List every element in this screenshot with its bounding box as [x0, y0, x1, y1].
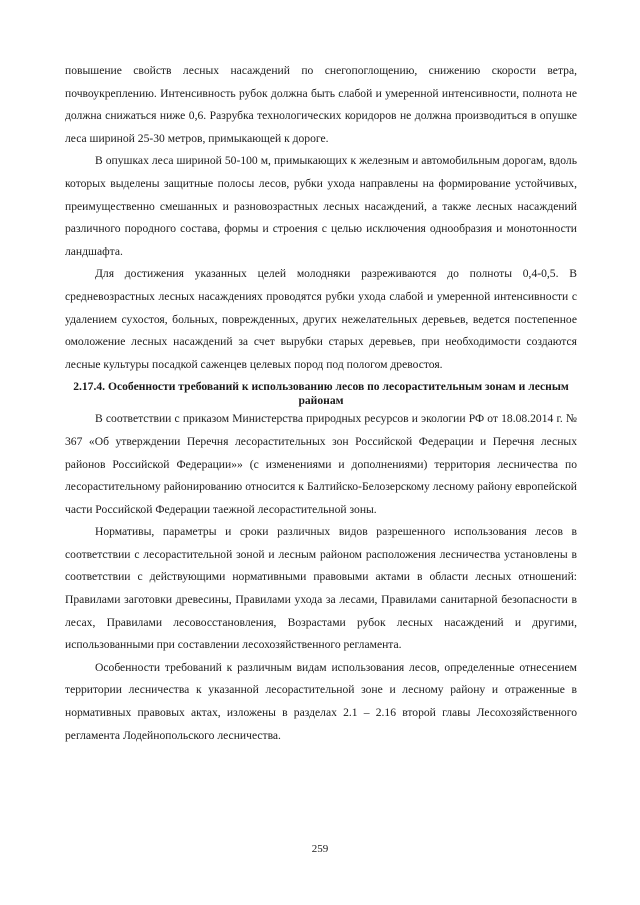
paragraph-thinning-goals: Для достижения указанных целей молодняки разреживаются до полноты 0,4-0,5. В средневозрастных лесных насаждениях проводятся рубки ухода слабой и умеренной интенсивности с удалением сухостоя, больных, поврежденных, других нежелательных деревьев, ведется постепенное омоложение лесных насаждений за счет вырубки старых деревьев, при необходимости создаются лесные культуры посадкой саженцев целевых пород под пологом древостоя. [65, 267, 577, 371]
document-page [65, 60, 577, 747]
paragraph-forest-zone: В соответствии с приказом Министерства природных ресурсов и экологии РФ от 18.08.2014 г. № 367 «Об утверждении Перечня лесорастительных зон Российской Федерации и Перечня лесных районов Российской Федерации»» (с изменениями и дополнениями) территория лесничества по лесорастительному районированию относится к Балтийско-Белозерскому лесному району европейской части Российской Федерации таежной лесорастительной зоны. [65, 412, 577, 516]
page-number: 259 [311, 843, 329, 855]
paragraph-roadside-edges: В опушках леса шириной 50-100 м, примыкающих к железным и автомобильным дорогам, вдоль которых выделены защитные полосы лесов, рубки ухода направлены на формирование устойчивых, преимущественно смешанных и разновозрастных лесных насаждений, а также лесных насаждений различного породного состава, формы и строения с целью исключения однообразия и монотонности ландшафта. [65, 154, 577, 258]
paragraph-continuation: повышение свойств лесных насаждений по снегопоглощению, снижению скорости ветра, почвоукреплению. Интенсивность рубок должна быть слабой и умеренной интенсивности, полнота не должна снижаться ниже 0,6. Разрубка технологических коридоров не должна производиться в опушке леса шириной 25-30 метров, примыкающей к дороге. [65, 64, 577, 145]
paragraph-norms: Нормативы, параметры и сроки различных видов разрешенного использования лесов в соответствии с лесорастительной зоной и лесным районом расположения лесничества установлены в соответствии с действующими нормативными правовыми актами в области лесных отношений: Правилами заготовки древесины, Правилами ухода за лесами, Правилами санитарной безопасности в лесах, Правилами лесовосстановления, Возрастами рубок лесных насаждений и другими, использованными при составлении лесохозяйственного регламента. [65, 525, 577, 652]
section-heading: 2.17.4. Особенности требований к использованию лесов по лесорастительным зонам и лесным районам [73, 380, 569, 408]
paragraph-requirements: Особенности требований к различным видам использования лесов, определенные отнесением территории лесничества к указанной лесорастительной зоне и лесному району и отраженные в нормативных правовых актах, изложены в разделах 2.1 – 2.16 второй главы Лесохозяйственного регламента Лодейнопольского лесничества. [65, 660, 577, 742]
